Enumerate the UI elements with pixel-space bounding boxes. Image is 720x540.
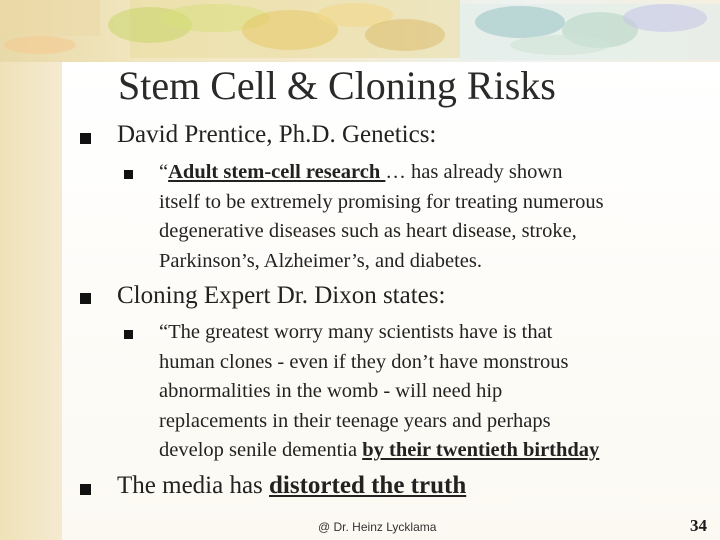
quote-mark: “	[159, 161, 169, 183]
sub-bullet-1	[159, 158, 699, 276]
sub-bullet-marker	[124, 330, 133, 339]
bullet-marker	[80, 293, 91, 304]
sub-bullet-1-line-3: degenerative diseases such as heart disease, stroke,	[159, 220, 577, 242]
sub-bullet-2-line-5-plain: develop senile dementia	[159, 439, 363, 461]
page-number: 34	[690, 516, 707, 535]
left-decor-strip	[0, 0, 62, 540]
sub-bullet-2-line-1: “The greatest worry many scientists have is that	[159, 321, 553, 343]
twentieth-birthday-emphasis: by their twentieth birthday	[362, 439, 600, 461]
sub-bullet-2-line-4: replacements in their teenage years and perhaps	[159, 409, 551, 432]
footer-author: @ Dr. Heinz Lycklama	[318, 520, 437, 534]
bullet-2-text: Cloning Expert Dr. Dixon states:	[117, 282, 446, 309]
bullet-1-text: David Prentice, Ph.D. Genetics:	[117, 121, 437, 148]
bullet-3-text	[117, 472, 466, 500]
bullet-marker	[80, 133, 91, 144]
distorted-the-truth-emphasis: distorted the truth	[269, 472, 467, 499]
sub-bullet-marker	[124, 170, 133, 179]
sub-bullet-2-line-5	[159, 436, 699, 466]
sub-bullet-1-line-1	[159, 158, 699, 188]
sub-bullet-2	[159, 318, 699, 466]
sub-bullet-2-line-2: human clones - even if they don’t have monstrous	[159, 350, 569, 373]
sub-bullet-1-line-4: Parkinson’s, Alzheimer’s, and diabetes.	[159, 249, 483, 272]
slide-title: Stem Cell & Cloning Risks	[118, 63, 556, 108]
sub-bullet-1-line-2: itself to be extremely promising for treating numerous	[159, 190, 604, 213]
sub-bullet-2-line-3: abnormalities in the womb - will need hip	[159, 380, 503, 402]
bullet-marker	[80, 484, 91, 495]
floral-decoration	[0, 0, 720, 62]
bullet-3-plain: The media has	[117, 472, 270, 499]
adult-stem-cell-research-emphasis: Adult stem-cell research	[168, 161, 386, 183]
sub-bullet-1-line-1-rest: … has already shown	[385, 161, 563, 183]
